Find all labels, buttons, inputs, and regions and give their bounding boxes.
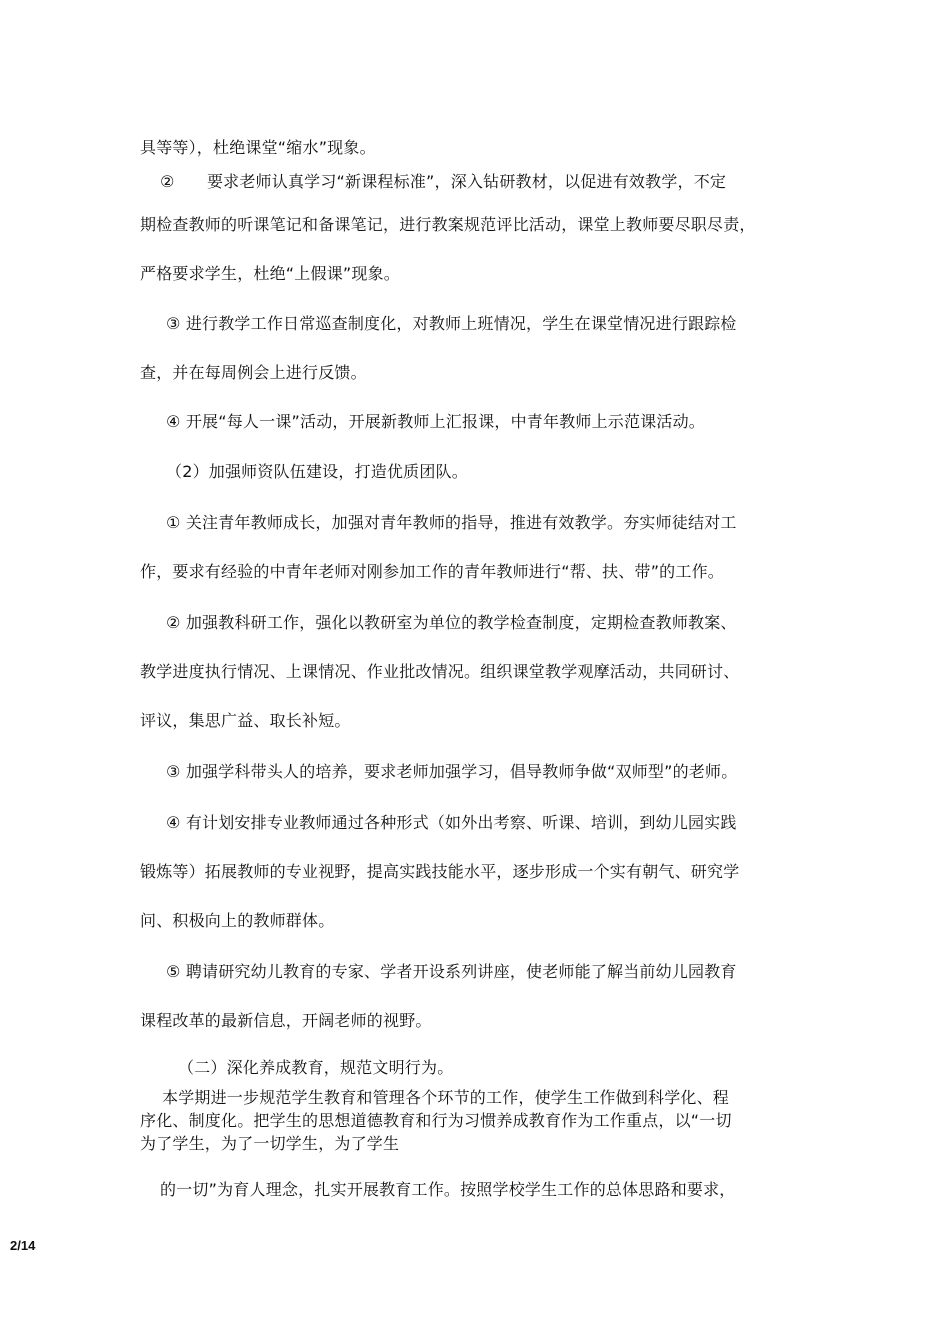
text-line-19: 课程改革的最新信息，开阔老师的视野。 [140, 1011, 432, 1030]
text-line-8: （2）加强师资队伍建设，打造优质团队。 [166, 462, 468, 481]
text-line-10: 作，要求有经验的中青年老师对刚参加工作的青年教师进行“帮、扶、带”的工作。 [140, 562, 724, 581]
text-line-12: 教学进度执行情况、上课情况、作业批改情况。组织课堂教学观摩活动，共同研讨、 [140, 662, 740, 681]
text-line-14: ③ 加强学科带头人的培养，要求老师加强学习，倡导教师争做“双师型”的老师。 [166, 762, 738, 781]
text-line-3: 期检查教师的听课笔记和备课笔记，进行教案规范评比活动，课堂上教师要尽职尽责， [140, 215, 756, 234]
text-line-16: 锻炼等）拓展教师的专业视野，提高实践技能水平，逐步形成一个实有朝气、研究学 [140, 862, 740, 881]
text-line-17: 问、积极向上的教师群体。 [140, 911, 335, 930]
page-number: 2/14 [10, 1238, 36, 1253]
text-line-23: 为了学生，为了一切学生，为了学生 [140, 1134, 400, 1153]
text-line-4: 严格要求学生，杜绝“上假课”现象。 [140, 264, 400, 283]
text-line-13: 评议，集思广益、取长补短。 [140, 711, 351, 730]
text-line-9: ① 关注青年教师成长，加强对青年教师的指导，推进有效教学。夯实师徒结对工 [166, 513, 737, 532]
text-line-11: ② 加强教科研工作，强化以教研室为单位的教学检查制度，定期检查教师教案、 [166, 613, 737, 632]
text-line-1: 具等等），杜绝课堂“缩水”现象。 [140, 138, 376, 157]
text-line-5: ③ 进行教学工作日常巡查制度化，对教师上班情况，学生在课堂情况进行跟踪检 [166, 314, 737, 333]
text-line-18: ⑤ 聘请研究幼儿教育的专家、学者开设系列讲座，使老师能了解当前幼儿园教育 [166, 962, 737, 981]
text-line-22: 序化、制度化。把学生的思想道德教育和行为习惯养成教育作为工作重点，以“一切 [140, 1111, 732, 1130]
text-line-24: 的一切”为育人理念，扎实开展教育工作。按照学校学生工作的总体思路和要求， [160, 1180, 736, 1199]
section-heading: （二）深化养成教育，规范文明行为。 [178, 1058, 454, 1077]
text-line-2: ② 要求老师认真学习“新课程标准”，深入钻研教材，以促进有效教学，不定 [160, 172, 727, 191]
text-line-7: ④ 开展“每人一课”活动，开展新教师上汇报课，中青年教师上示范课活动。 [166, 412, 706, 431]
text-line-21: 本学期进一步规范学生教育和管理各个环节的工作，使学生工作做到科学化、程 [162, 1088, 730, 1107]
text-line-6: 查，并在每周例会上进行反馈。 [140, 363, 367, 382]
text-line-15: ④ 有计划安排专业教师通过各种形式（如外出考察、听课、培训，到幼儿园实践 [166, 813, 737, 832]
